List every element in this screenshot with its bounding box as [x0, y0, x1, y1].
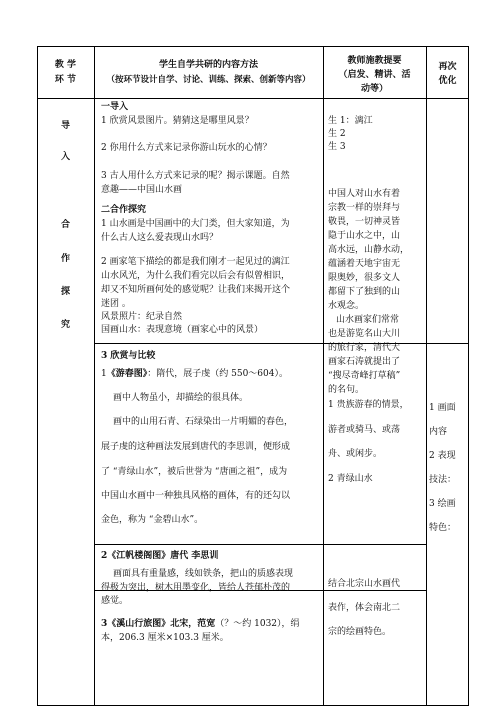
artwork-1-desc-line3: 展子虔的这种画法发展到唐代的李思训，便形成	[101, 442, 291, 452]
optimize-line6: 特色：	[429, 523, 457, 533]
artwork-2-desc-line1: 画面具有重量感，线如铁条，把山的质感表现	[113, 569, 294, 579]
artwork-3-desc-line2: 本，206.3 厘米×103.3 厘米。	[101, 633, 229, 643]
optimize-line3: 2 表现	[429, 451, 456, 461]
teacher-answer-2: 生 2	[328, 129, 346, 139]
artwork-3-name: 3《溪山行旅图》北宋，范宽	[101, 619, 216, 629]
header-stage-line2: 环 节	[54, 75, 77, 85]
header-student-subtitle: （按环节设计自学、讨论、训练、探索、创新等内容）	[106, 75, 311, 85]
teacher-comment-line13: 画家石涛就提出了	[328, 357, 401, 367]
artwork-1-desc-line2: 画中的山用石青、石绿染出一片明媚的春色，	[113, 417, 294, 427]
row-divider-1	[94, 343, 469, 344]
artwork-3-title	[101, 618, 300, 631]
coop-q2-line2: 山水风光，为什么我们看完以后会有似曾相识，	[101, 271, 291, 281]
teacher-answer-3: 生 3	[328, 142, 346, 152]
column-divider-2	[323, 46, 324, 706]
optimize-line5: 3 绘画	[429, 499, 456, 509]
teacher-summary-line1: 结合北宗山水画代	[328, 579, 401, 589]
artwork-1-desc-line6: 金色，称为 “金碧山水”。	[101, 515, 204, 525]
artwork-2-title: 2《江帆楼阁图》唐代 李思训	[101, 551, 219, 561]
teacher-comment-line7: 限奥妙，很多文人	[328, 273, 401, 283]
intro-step-2: 2 你用什么方式来记录你游山玩水的心情？	[101, 143, 272, 153]
teacher-comment-line1: 中国人对山水有着	[328, 189, 401, 199]
teacher-comment-line3: 敬畏，一切神灵皆	[328, 217, 401, 227]
artwork-1-title	[101, 368, 288, 381]
column-divider-1	[94, 46, 95, 706]
teacher-answer-1: 生 1：漓江	[328, 116, 373, 126]
coop-q2-line3: 却又不知所画何处的感觉呢？让我们来揭开这个	[101, 285, 291, 295]
optimize-line1: 1 画面	[429, 403, 456, 413]
artwork-2-desc-line2: 得极为突出，树木用墨变化，皆给人苍郁朴茂的	[101, 583, 291, 593]
artwork-3-meta: （？～约 1032），绢	[215, 619, 300, 629]
header-teacher-subtitle-line1: （启发、精讲、活	[338, 70, 411, 80]
teacher-artwork-note-line4: 2 青绿山水	[328, 474, 373, 484]
header-teacher-subtitle-line2: 动等）	[360, 84, 388, 94]
table-border-right	[468, 46, 469, 706]
optimize-line2: 内容	[429, 427, 448, 437]
teacher-artwork-note-line2: 游者或骑马、或荡	[328, 425, 401, 435]
column-divider-3	[426, 46, 427, 706]
coop-q1-line2: 什么古人这么爱表现山水吗？	[101, 233, 219, 243]
teacher-artwork-note-line3: 舟、或闲步。	[328, 449, 383, 459]
artwork-1-desc-line4: 了 “青绿山水”，被后世誉为 “唐画之祖”，成为	[101, 467, 288, 477]
header-teacher-title: 教师施教提要	[347, 56, 402, 66]
intro-step-3-line1: 3 古人用什么方式来记录的呢？揭示课题。自然	[101, 171, 290, 181]
lesson-plan-table	[37, 46, 469, 706]
teacher-comment-line2: 宗教一样的崇拜与	[328, 203, 401, 213]
coop-photo-note: 风景照片：纪录自然	[101, 312, 183, 322]
coop-painting-note: 国画山水：表现意境（画家心中的风景）	[101, 325, 264, 335]
stage-coop-char-3: 探	[60, 287, 70, 297]
appreciation-heading: 3 欣赏与比较	[101, 351, 156, 361]
coop-heading: 二合作探究	[101, 205, 147, 215]
intro-heading: 一导入	[101, 102, 129, 112]
coop-q1-line1: 1 山水画是中国画中的大门类，但大家知道，为	[101, 219, 290, 229]
stage-coop-char-2: 作	[60, 254, 70, 264]
row-divider-2	[94, 544, 426, 545]
stage-intro-char-1: 导	[60, 121, 70, 131]
teacher-comment-line15: 的名句。	[328, 385, 365, 395]
teacher-comment-line12: 的旅行家，清代大	[328, 343, 401, 353]
artwork-1-number: 1	[101, 369, 107, 379]
stage-coop-char-1: 合	[60, 220, 70, 230]
optimize-line4: 技法：	[429, 475, 457, 485]
teacher-comment-line14: “搜尽奇峰打草稿”	[328, 371, 401, 381]
teacher-summary-line2: 表作，体会南北二	[328, 603, 401, 613]
teacher-comment-line11: 也是游览名山大川	[328, 329, 401, 339]
header-optimize-line2: 优化	[438, 76, 457, 86]
stage-intro-char-2: 入	[60, 152, 70, 162]
artwork-1-meta: ：隋代，展子虔（约 550～604）。	[147, 369, 288, 379]
teacher-artwork-note-line1: 1 贵族游春的情景，	[328, 400, 409, 410]
coop-q2-line4: 迷团 。	[101, 299, 131, 309]
intro-step-3-line2: 意趣——中国山水画	[101, 185, 183, 195]
artwork-2-desc-line3: 感觉。	[101, 596, 129, 606]
teacher-comment-line4: 隐于山水之中，山	[328, 231, 401, 241]
teacher-comment-line8: 都留下了独到的山	[328, 287, 401, 297]
header-divider	[37, 98, 469, 99]
teacher-comment-line9: 水观念。	[328, 301, 365, 311]
teacher-summary-line3: 宗的绘画特色。	[328, 627, 392, 637]
artwork-1-name: 《游春图》	[106, 369, 148, 379]
artwork-1-desc-line1: 画中人物虽小，却描绘的很具体。	[113, 393, 249, 403]
intro-step-1: 1 欣赏风景图片。猜猜这是哪里风景？	[101, 116, 254, 126]
artwork-1-desc-line5: 中国山水画中一种独具风格的画体，有的还勾以	[101, 491, 291, 501]
table-border-left	[37, 46, 38, 706]
coop-q2-line1: 2 画家笔下描绘的都是我们刚才一起见过的漓江	[101, 257, 290, 267]
teacher-comment-line10: 山水画家们常常	[336, 315, 400, 325]
header-stage-line1: 教 学	[54, 60, 77, 70]
header-student-title: 学生自学共研的内容方法	[158, 60, 258, 70]
table-border-top	[37, 46, 469, 47]
stage-coop-char-4: 究	[60, 320, 70, 330]
teacher-comment-line5: 高水远，山静水动，	[328, 245, 410, 255]
teacher-comment-line6: 蕴涵着天地宇宙无	[328, 259, 401, 269]
header-optimize-line1: 再次	[438, 62, 457, 72]
